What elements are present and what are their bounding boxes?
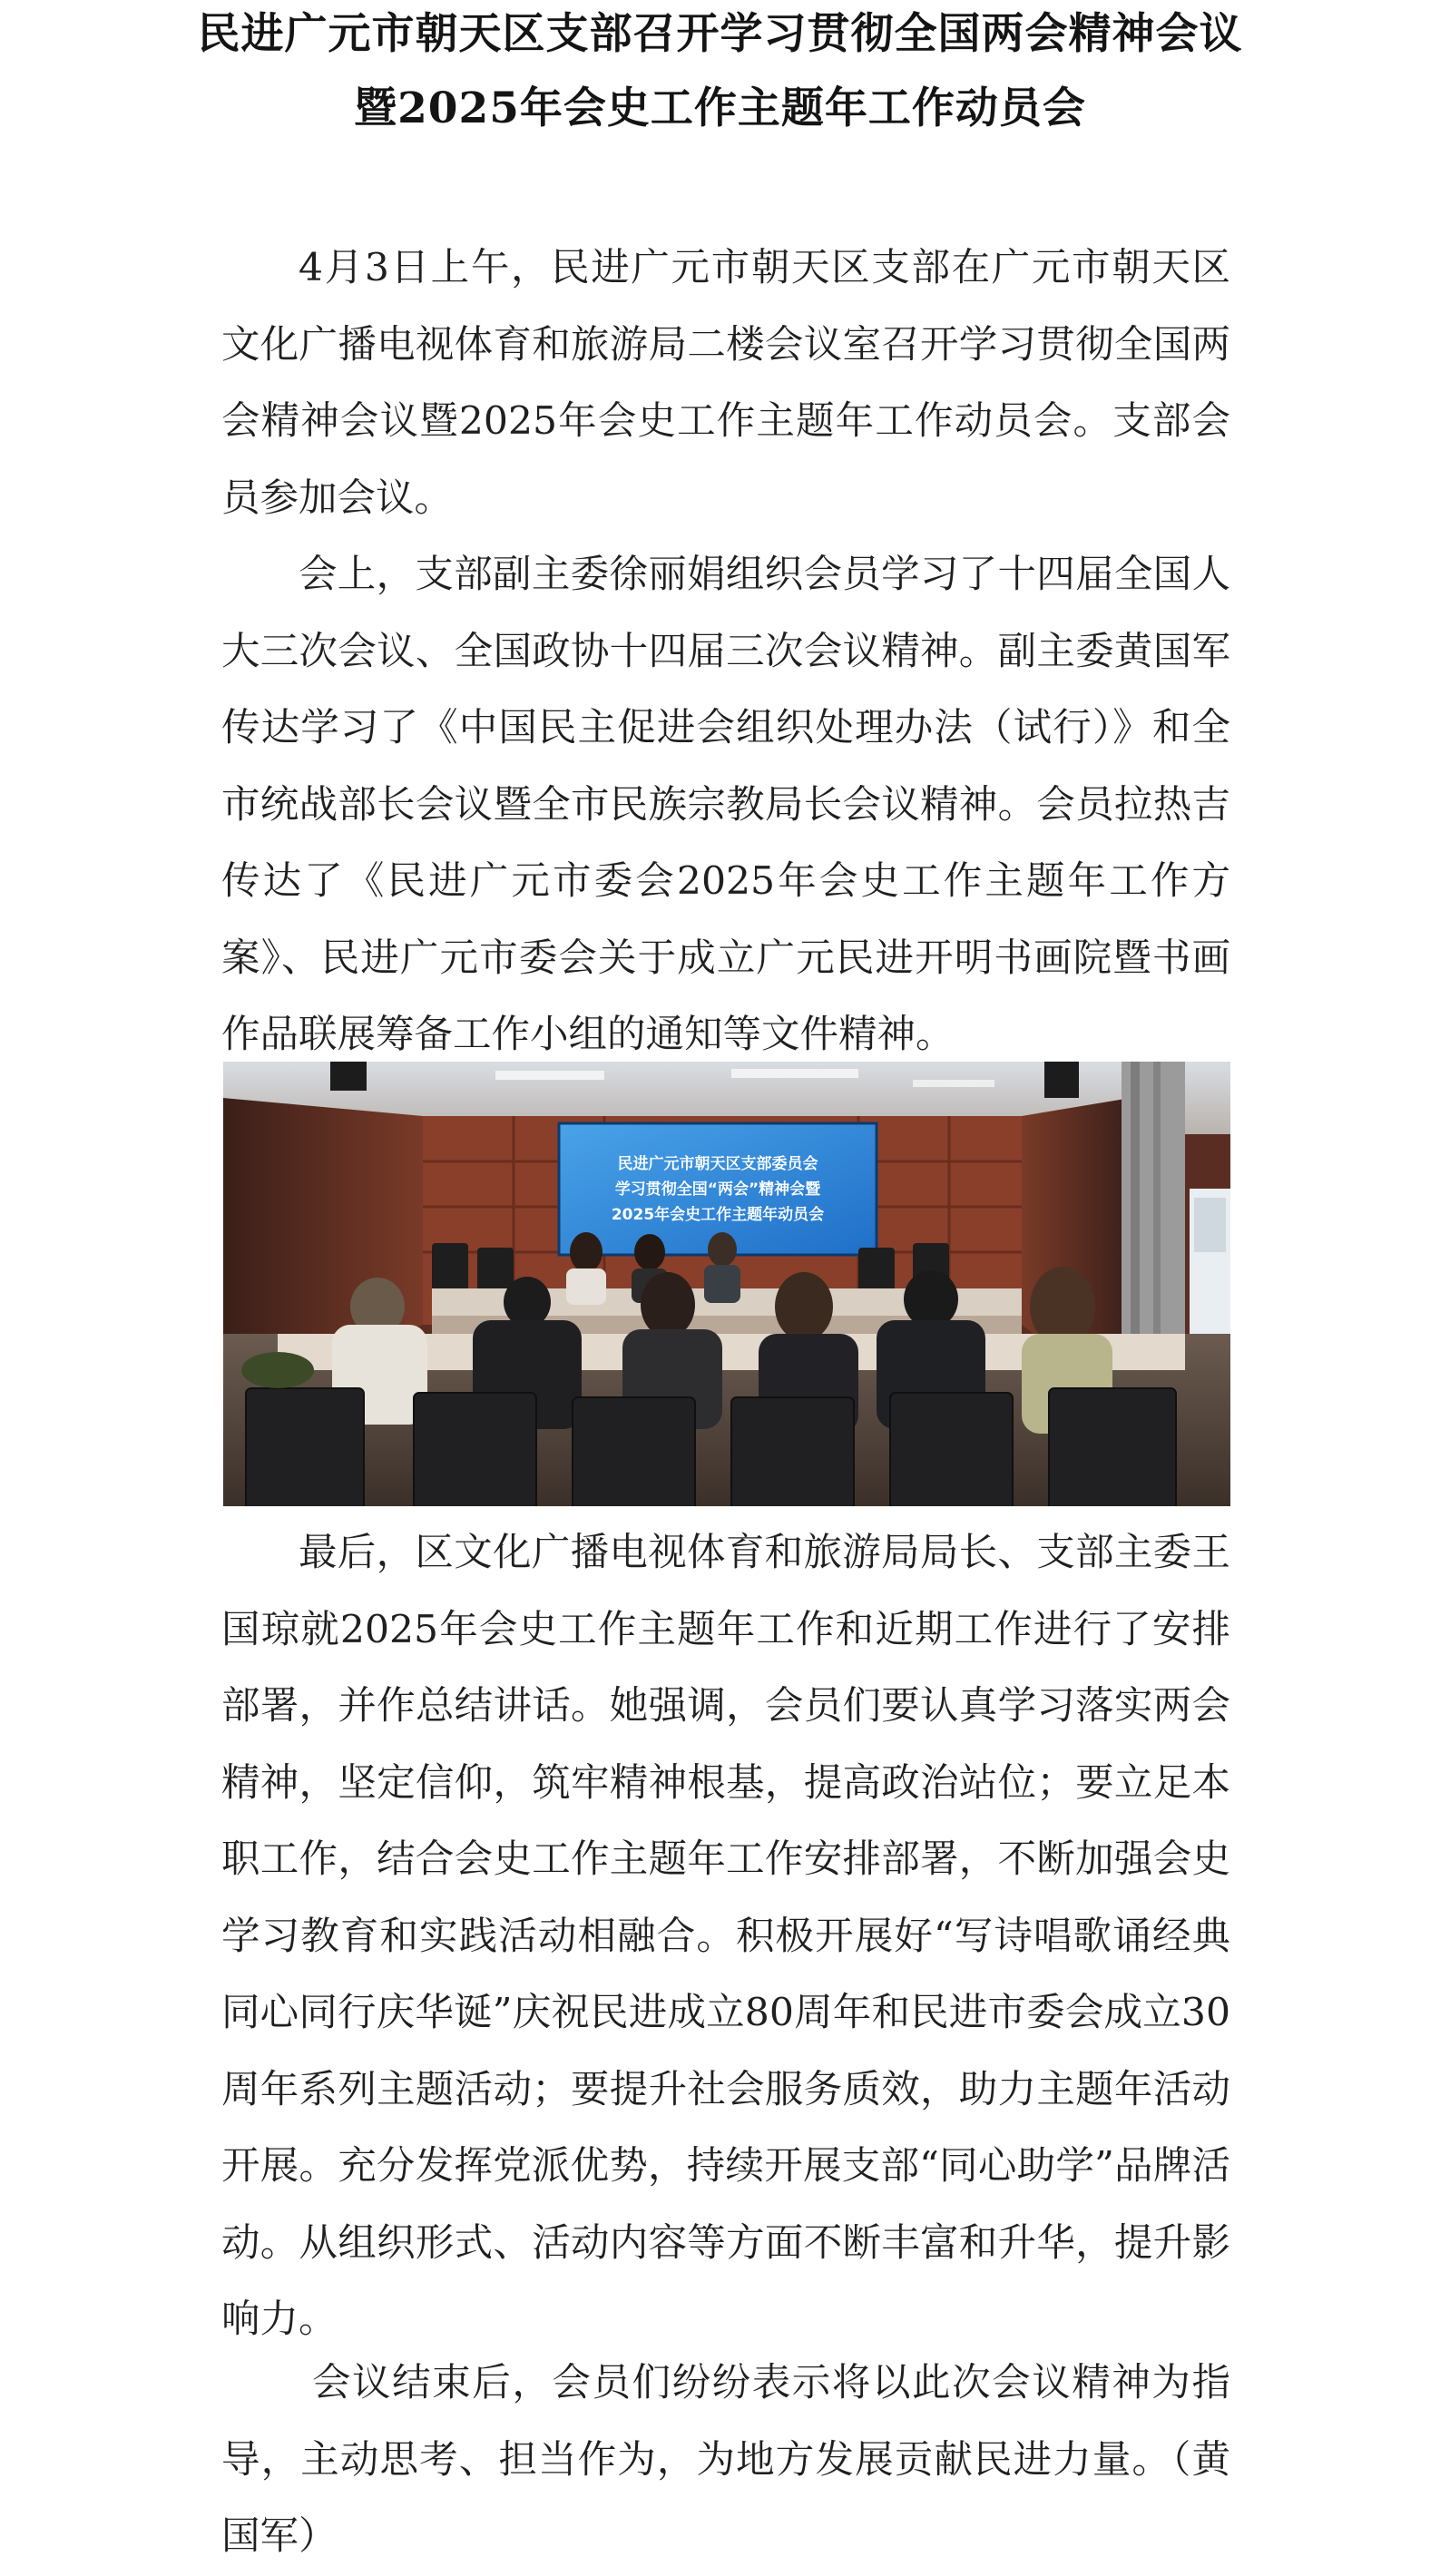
meeting-photo (223, 1062, 1230, 1506)
screen-banner-line-1: 民进广元市朝天区支部委员会 (617, 1155, 818, 1173)
paragraph-closing: 会议结束后，会员们纷纷表示将以此次会议精神为指导，主动思考、担当作为，为地方发展贡献民进力量。（黄国军） (221, 2361, 1230, 2559)
article-title-line-1: 民进广元市朝天区支部召开学习贯彻全国两会精神会议 (197, 9, 1243, 59)
paragraph-intro: 4月3日上午，民进广元市朝天区支部在广元市朝天区文化广播电视体育和旅游局二楼会议室召开学习贯彻全国两会精神会议暨2025年会史工作主题年工作动员会。支部会员参加会议。 (221, 246, 1230, 521)
article-title-line-2: 暨2025年会史工作主题年工作动员会 (354, 83, 1086, 133)
screen-banner-line-2: 学习贯彻全国“两会”精神会暨 (614, 1180, 821, 1199)
screen-banner-line-3: 2025年会史工作主题年动员会 (611, 1206, 825, 1224)
paragraph-summary-speech: 最后，区文化广播电视体育和旅游局局长、支部主委王国琼就2025年会史工作主题年工作和近期工作进行了安排部署，并作总结讲话。她强调，会员们要认真学习落实两会精神，坚定信仰，筑牢精神根基，提高政治站位；要立足本职工作，结合会史工作主题年工作安排部署，不断加强会史学习教育和实践活动相融合。积极开展好“写诗唱歌诵经典 同心同行庆华诞”庆祝民进成立80周年和民进市委会成立30周年系列主题活动；要提升社会服务质效，助力主题年活动开展。充分发挥党派优势，持续开展支部“同心助学”品牌活动。从组织形式、活动内容等方面不断丰富和升华，提升影响力。 (221, 1531, 1230, 2342)
paragraph-meeting-content: 会上，支部副主委徐丽娟组织会员学习了十四届全国人大三次会议、全国政协十四届三次会议精神。副主委黄国军传达学习了《中国民主促进会组织处理办法（试行）》和全市统战部长会议暨全市民族宗教局长会议精神。会员拉热吉传达了《民进广元市委会2025年会史工作主题年工作方案》、民进广元市委会关于成立广元民进开明书画院暨书画作品联展筹备工作小组的通知等文件精神。 (221, 553, 1230, 1057)
